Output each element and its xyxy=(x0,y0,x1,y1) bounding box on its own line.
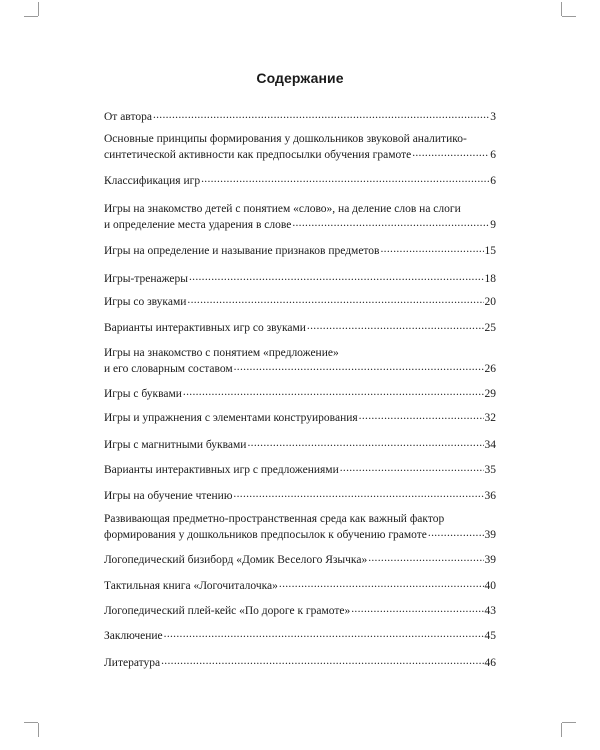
toc-page-number: 29 xyxy=(484,388,496,400)
crop-mark xyxy=(38,2,39,16)
toc-entry-line xyxy=(104,108,496,124)
toc-entry-title: Заключение xyxy=(104,630,163,642)
toc-entry-line xyxy=(104,270,496,286)
dot-leader xyxy=(201,172,489,184)
toc-entry[interactable] xyxy=(104,270,496,286)
dot-leader xyxy=(307,319,484,331)
toc-entry-title: Игры со звуками xyxy=(104,296,187,308)
toc-page-number: 26 xyxy=(484,363,496,375)
toc-page-number: 20 xyxy=(484,296,496,308)
toc-entry-line xyxy=(104,360,496,376)
toc-page-number: 15 xyxy=(484,245,496,257)
crop-mark xyxy=(562,722,576,723)
toc-entry-title: Игры на знакомство с понятием «предложение» xyxy=(104,347,339,359)
toc-entry[interactable] xyxy=(104,242,496,258)
toc-entry[interactable] xyxy=(104,319,496,335)
toc-entry-title: Развивающая предметно-пространственная среда как важный фактор xyxy=(104,513,445,525)
toc-page-number: 18 xyxy=(484,273,496,285)
toc-entry[interactable] xyxy=(104,551,496,567)
toc-entry-line xyxy=(104,202,496,216)
toc-entry[interactable] xyxy=(104,293,496,309)
toc-entry-title: Игры-тренажеры xyxy=(104,273,188,285)
toc-entry[interactable] xyxy=(104,487,496,503)
dot-leader xyxy=(161,654,483,666)
toc-entry[interactable] xyxy=(104,577,496,593)
toc-entry-title-continued: синтетической активности как предпосылки обучения грамоте xyxy=(104,149,412,161)
crop-mark xyxy=(562,16,576,17)
crop-mark xyxy=(561,723,562,737)
dot-leader xyxy=(340,461,484,473)
toc-page-number: 9 xyxy=(490,219,496,231)
dot-leader xyxy=(233,487,483,499)
toc-entry[interactable] xyxy=(104,108,496,124)
dot-leader xyxy=(428,526,484,538)
toc-entry-title: Игры с буквами xyxy=(104,388,182,400)
toc-entry-line xyxy=(104,461,496,477)
toc-entry-title: Литература xyxy=(104,657,161,669)
toc-entry-line xyxy=(104,293,496,309)
toc-page-number: 46 xyxy=(484,657,496,669)
toc-entry-title: Основные принципы формирования у дошкольников звуковой аналитико- xyxy=(104,133,467,145)
toc-entry-title: Логопедический плей-кейс «По дороге к грамоте» xyxy=(104,605,351,617)
dot-leader xyxy=(187,293,483,305)
toc-entry-line xyxy=(104,551,496,567)
toc-page-number: 39 xyxy=(484,554,496,566)
toc-page-number: 6 xyxy=(490,149,496,161)
toc-page-number: 40 xyxy=(484,580,496,592)
toc-entry-line xyxy=(104,346,496,360)
toc-entry-line xyxy=(104,132,496,146)
dot-leader xyxy=(368,551,483,563)
toc-page-number: 36 xyxy=(484,490,496,502)
crop-mark xyxy=(561,2,562,16)
toc-page-number: 45 xyxy=(484,630,496,642)
dot-leader xyxy=(183,385,484,397)
dot-leader xyxy=(412,146,489,158)
toc-entry-title: Игры на знакомство детей с понятием «слово», на деление слов на слоги xyxy=(104,203,461,215)
toc-entry-line xyxy=(104,602,496,618)
toc-page-number: 34 xyxy=(484,439,496,451)
toc-entry-line xyxy=(104,487,496,503)
crop-mark xyxy=(24,16,38,17)
toc-entry-line xyxy=(104,319,496,335)
toc-page-number: 32 xyxy=(484,412,496,424)
toc-entry-line xyxy=(104,627,496,643)
toc-entry-title: Игры на определение и называние признаков предметов xyxy=(104,245,380,257)
toc-entry-title: Игры с магнитными буквами xyxy=(104,439,247,451)
toc-entry[interactable] xyxy=(104,627,496,643)
dot-leader xyxy=(189,270,484,282)
toc-entry-title: Тактильная книга «Логочиталочка» xyxy=(104,580,278,592)
toc-entry-title: Варианты интерактивных игр с предложениями xyxy=(104,464,339,476)
toc-entry-line xyxy=(104,385,496,401)
toc-entry-line xyxy=(104,526,496,542)
toc-entry-title-continued: и его словарным составом xyxy=(104,363,233,375)
toc-entry-title: Игры на обучение чтению xyxy=(104,490,233,502)
toc-entry-title-continued: и определение места ударения в слове xyxy=(104,219,292,231)
dot-leader xyxy=(234,360,484,372)
toc-entry-line xyxy=(104,216,496,232)
dot-leader xyxy=(359,409,484,421)
toc-page-number: 35 xyxy=(484,464,496,476)
dot-leader xyxy=(247,436,483,448)
toc-page-number: 43 xyxy=(484,605,496,617)
toc-entry[interactable] xyxy=(104,512,496,542)
crop-mark xyxy=(24,722,38,723)
dot-leader xyxy=(351,602,483,614)
toc-entry-title: Игры и упражнения с элементами конструирования xyxy=(104,412,358,424)
toc-entry-title: Логопедический бизиборд «Домик Веселого Язычка» xyxy=(104,554,368,566)
toc-entry[interactable] xyxy=(104,172,496,188)
toc-entry-line xyxy=(104,409,496,425)
dot-leader xyxy=(279,577,484,589)
toc-page-number: 6 xyxy=(490,175,496,187)
dot-leader xyxy=(381,242,484,254)
toc-entry-line xyxy=(104,577,496,593)
toc-page-number: 3 xyxy=(490,111,496,123)
toc-entry-title: Классификация игр xyxy=(104,175,201,187)
toc-entry-line xyxy=(104,436,496,452)
toc-entry-line xyxy=(104,146,496,162)
toc-entry-title-continued: формирования у дошкольников предпосылок к обучению грамоте xyxy=(104,529,427,541)
dot-leader xyxy=(153,108,489,120)
toc-page-number: 25 xyxy=(484,322,496,334)
toc-entry-line xyxy=(104,512,496,526)
toc-page-number: 39 xyxy=(484,529,496,541)
toc-entry[interactable] xyxy=(104,385,496,401)
toc-entry[interactable] xyxy=(104,202,496,232)
toc-entry[interactable] xyxy=(104,654,496,670)
toc-entry[interactable] xyxy=(104,461,496,477)
dot-leader xyxy=(164,627,484,639)
toc-entry-line xyxy=(104,172,496,188)
crop-mark xyxy=(38,723,39,737)
toc-entry-line xyxy=(104,242,496,258)
page-title: Содержание xyxy=(256,70,344,86)
toc-entry-title: От автора xyxy=(104,111,152,123)
toc-entry-title: Варианты интерактивных игр со звуками xyxy=(104,322,306,334)
dot-leader xyxy=(292,216,489,228)
toc-entry[interactable] xyxy=(104,409,496,425)
toc-entry[interactable] xyxy=(104,132,496,162)
toc-entry[interactable] xyxy=(104,602,496,618)
toc-entry-line xyxy=(104,654,496,670)
toc-entry[interactable] xyxy=(104,436,496,452)
toc-entry[interactable] xyxy=(104,346,496,376)
